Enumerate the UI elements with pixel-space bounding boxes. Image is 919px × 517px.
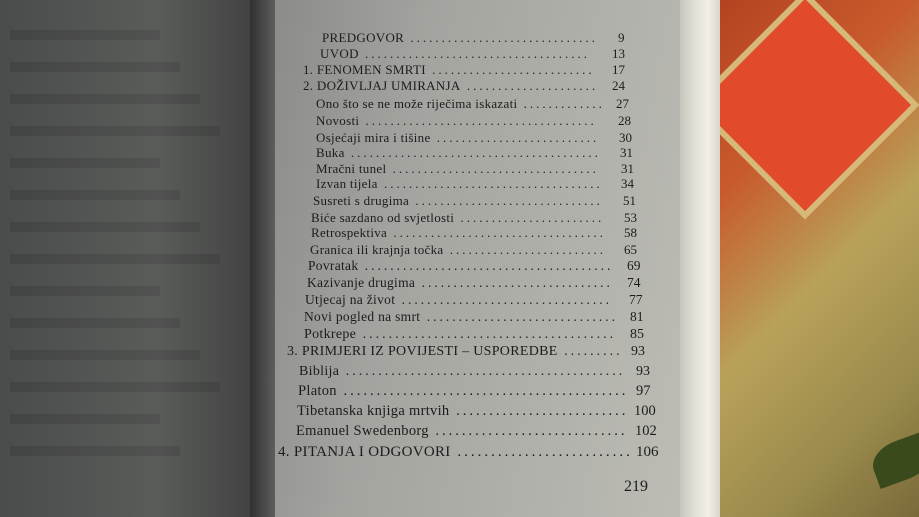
toc-entry <box>320 46 590 62</box>
toc-entry-label: Novi pogled na smrt <box>304 309 421 324</box>
toc-entry-page: 9 <box>618 30 625 45</box>
toc-entry <box>316 130 599 146</box>
toc-leader-dots: ....................... <box>454 210 605 225</box>
toc-entry-label: Susreti s drugima <box>313 193 410 208</box>
toc-entry <box>307 275 613 291</box>
left-page <box>0 0 262 517</box>
toc-entry-page: 65 <box>624 242 637 257</box>
toc-leader-dots: .......................... <box>425 62 595 77</box>
toc-entry-page: 93 <box>636 364 650 379</box>
toc-entry <box>316 113 597 129</box>
toc-entry <box>316 145 601 161</box>
toc-entry <box>297 403 628 420</box>
toc-leader-dots: .............................. <box>415 275 613 290</box>
toc-entry-page: 97 <box>636 383 651 399</box>
toc-leader-dots: ............................. <box>428 423 628 439</box>
left-page-ghost-line <box>10 286 160 296</box>
toc-entry-label: Povratak <box>308 258 359 273</box>
toc-entry-page: 28 <box>618 113 631 128</box>
toc-leader-dots: ......... <box>557 344 623 359</box>
toc-entry-label: Biblija <box>299 364 340 379</box>
toc-entry <box>311 225 606 241</box>
toc-entry-page: 106 <box>636 444 659 460</box>
toc-entry <box>304 309 618 325</box>
toc-leader-dots: .................................. <box>387 225 606 240</box>
toc-entry-label: Tibetanska knjiga mrtvih <box>297 403 450 419</box>
toc-entry-label: Utjecaj na život <box>305 292 396 307</box>
toc-entry-page: 69 <box>627 258 641 273</box>
toc-entry-page: 100 <box>634 403 656 419</box>
toc-leader-dots: .......................... <box>449 403 629 419</box>
left-page-ghost-line <box>10 62 180 72</box>
toc-entry-page: 27 <box>616 96 629 111</box>
toc-entry <box>296 423 628 440</box>
toc-leader-dots: .......................... <box>430 130 600 145</box>
toc-leader-dots: ........................................... <box>339 364 626 379</box>
toc-entry-label: Granica ili krajnja točka <box>310 242 444 257</box>
toc-entry-page: 31 <box>621 161 634 176</box>
toc-leader-dots: ..................................... <box>359 113 597 128</box>
toc-leader-dots: ....................................... <box>358 258 614 273</box>
toc-entry-label: Emanuel Swedenborg <box>296 423 429 439</box>
toc-entry-page: 31 <box>620 145 633 160</box>
toc-entry-label: Potkrepe <box>304 327 357 342</box>
toc-entry-page: 77 <box>629 292 643 307</box>
toc-entry <box>308 258 613 274</box>
toc-entry-label: Biće sazdano od svjetlosti <box>311 210 455 225</box>
toc-entry-page: 17 <box>612 62 625 77</box>
toc-entry-label: Novosti <box>316 113 360 128</box>
toc-entry-label: Mračni tunel <box>316 161 387 176</box>
toc-entry-label: 2. DOŽIVLJAJ UMIRANJA <box>303 78 461 93</box>
toc-entry <box>322 30 598 46</box>
toc-entry <box>287 344 623 360</box>
toc-leader-dots: ..................... <box>460 78 599 93</box>
toc-leader-dots: ................................. <box>395 292 613 307</box>
left-page-ghost-line <box>10 222 200 232</box>
toc-entry-label: Kazivanje drugima <box>307 275 416 290</box>
toc-entry-page: 58 <box>624 225 637 240</box>
left-page-ghost-line <box>10 318 180 328</box>
left-page-ghost-line <box>10 254 220 264</box>
toc-entry <box>311 210 604 226</box>
toc-entry-page: 81 <box>630 309 644 324</box>
toc-entry-page: 30 <box>619 130 632 145</box>
left-page-ghost-line <box>10 158 160 168</box>
toc-entry <box>299 364 625 380</box>
toc-entry-page: 93 <box>631 344 645 359</box>
toc-entry-page: 51 <box>623 193 636 208</box>
toc-entry-label: 3. PRIMJERI IZ POVIJESTI – USPOREDBE <box>287 344 558 359</box>
toc-entry-label: Buka <box>316 145 345 160</box>
toc-leader-dots: ....................................... <box>356 327 617 342</box>
toc-entry <box>313 193 603 209</box>
toc-entry-page: 53 <box>624 210 637 225</box>
toc-leader-dots: ........................................ <box>344 145 601 160</box>
toc-entry-label: 4. PITANJA I ODGOVORI <box>278 444 451 460</box>
toc-entry-label: Osjećaji mira i tišine <box>316 130 431 145</box>
page-edge <box>680 0 720 517</box>
toc-entry-label: Platon <box>298 383 337 399</box>
left-page-ghost-line <box>10 190 180 200</box>
toc-entry <box>305 292 612 308</box>
toc-entry <box>316 96 605 112</box>
toc-leader-dots: ......................... <box>443 242 606 257</box>
toc-leader-dots: .................................... <box>358 46 591 61</box>
left-page-ghost-line <box>10 446 180 456</box>
toc-entry <box>278 444 633 461</box>
page-number: 219 <box>624 478 648 495</box>
toc-leader-dots: .............................. <box>420 309 618 324</box>
toc-leader-dots: .......................... <box>450 444 633 460</box>
toc-entry <box>316 176 603 192</box>
toc-leader-dots: ........................................... <box>336 383 629 399</box>
toc-leader-dots: .............................. <box>409 193 603 208</box>
toc-entry <box>298 383 628 400</box>
left-page-ghost-line <box>10 30 160 40</box>
toc-entry <box>310 242 606 258</box>
toc-entry-label: UVOD <box>320 46 359 61</box>
toc-entry <box>304 327 616 343</box>
toc-entry <box>303 78 598 94</box>
toc-entry-page: 85 <box>630 327 644 342</box>
toc-entry-page: 13 <box>612 46 625 61</box>
toc-entry <box>303 62 595 78</box>
toc-entry-page: 102 <box>635 423 657 439</box>
toc-leader-dots: ................................... <box>377 176 603 191</box>
left-page-ghost-line <box>10 414 160 424</box>
left-page-ghost-line <box>10 382 220 392</box>
toc-entry-label: Ono što se ne može riječima iskazati <box>316 96 518 111</box>
toc-entry-label: PREDGOVOR <box>322 30 405 45</box>
left-page-ghost-line <box>10 126 220 136</box>
toc-entry-label: Izvan tijela <box>316 176 378 191</box>
toc-leader-dots: ............. <box>517 96 605 111</box>
toc-entry <box>316 161 599 177</box>
left-page-ghost-line <box>10 94 200 104</box>
toc-leader-dots: ................................. <box>386 161 599 176</box>
toc-leader-dots: .............................. <box>404 30 598 45</box>
toc-entry-label: Retrospektiva <box>311 225 388 240</box>
toc-entry-page: 24 <box>612 78 625 93</box>
left-page-ghost-line <box>10 350 200 360</box>
toc-entry-page: 74 <box>627 275 641 290</box>
toc-entry-page: 34 <box>621 176 634 191</box>
toc-entry-label: 1. FENOMEN SMRTI <box>303 62 426 77</box>
